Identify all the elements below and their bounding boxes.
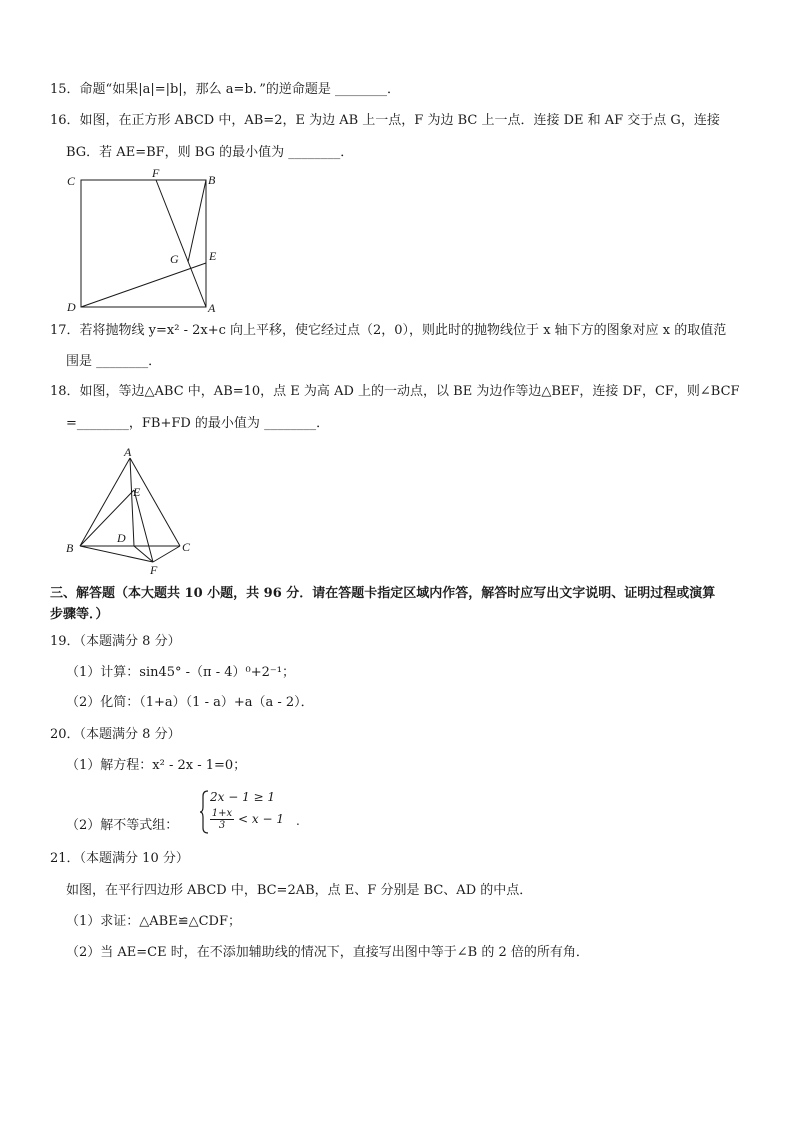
height-ad: [130, 458, 134, 546]
q19-head-text: 19．（本题满分 8 分）: [50, 634, 181, 649]
segment-af: [156, 180, 206, 307]
question-15: [50, 81, 400, 99]
question-19-head: [50, 633, 181, 651]
q21-body-text: 如图，在平行四边形 ABCD 中，BC=2AB，点 E、F 分别是 BC、AD 的中点．: [66, 883, 533, 898]
question-21-part-2: [66, 944, 589, 962]
fraction-1-plus-x-over-3: [210, 808, 234, 831]
q16-text-line-1: 16．如图，在正方形 ABCD 中，AB=2，E 为边 AB 上一点，F 为边 BC 上一点．连接 DE 和 AF 交于点 G，连接: [50, 113, 720, 128]
q18-text-line-2: =________，FB+FD 的最小值为 ________．: [66, 416, 330, 431]
question-17-line-1: [50, 322, 726, 340]
label-b: B: [208, 173, 216, 187]
q15-text: 15．命题“如果|a|=|b|，那么 a=b．”的逆命题是 ________．: [50, 82, 401, 97]
inequality-row-2-rest: < x − 1: [238, 812, 284, 826]
q20-part-1-text: （1）解方程：x² - 2x - 1=0；: [66, 758, 247, 773]
question-20-head: [50, 726, 181, 744]
q20-head-text: 20．（本题满分 8 分）: [50, 727, 181, 742]
question-16-line-2: [66, 144, 353, 162]
segment-de: [81, 263, 206, 307]
label-b: B: [66, 541, 74, 555]
question-19-part-2: [66, 694, 314, 712]
section-3-text-line-2: 步骤等．）: [50, 607, 109, 622]
q19-part-2-text: （2）化简：（1+a）（1 - a）+a（a - 2）．: [66, 695, 314, 710]
q21-head-text: 21．（本题满分 10 分）: [50, 851, 189, 866]
section-3-heading-line-2: [50, 606, 109, 624]
q17-text-line-1: 17．若将抛物线 y=x² - 2x+c 向上平移，使它经过点（2，0），则此时的抛物线位于 x 轴下方的图象对应 x 的取值范: [50, 323, 727, 338]
question-16-line-1: [50, 112, 720, 130]
inequality-row-1: 2x − 1 ≥ 1: [210, 790, 276, 804]
fraction-numerator: 1+x: [211, 808, 233, 819]
q16-text-line-2: BG．若 AE=BF，则 BG 的最小值为 ________．: [66, 145, 354, 160]
label-a: A: [208, 301, 216, 315]
triangle-figure: [60, 440, 210, 580]
question-19-part-1: [66, 664, 295, 682]
q17-text-line-2: 围是 ________．: [66, 354, 162, 369]
inequality-system: [200, 790, 320, 834]
q21-part-2-text: （2）当 AE=CE 时，在不添加辅助线的情况下，直接写出图中等于∠B 的 2 倍的所有角．: [66, 945, 589, 960]
label-d: D: [67, 300, 76, 314]
segment-ef: [134, 490, 153, 562]
label-e: E: [209, 249, 217, 263]
question-21-part-1: [66, 913, 241, 931]
question-18-line-2: [66, 415, 329, 433]
label-c: C: [182, 540, 191, 554]
label-g: G: [170, 252, 179, 266]
label-a: A: [124, 445, 132, 459]
q21-part-1-text: （1）求证：△ABE≌△CDF；: [66, 914, 241, 929]
question-21-head: [50, 850, 189, 868]
section-3-heading-line-1: [50, 585, 715, 603]
label-d: D: [117, 531, 126, 545]
label-f: F: [152, 168, 160, 180]
segment-cf: [153, 546, 180, 562]
segment-bf: [80, 546, 153, 562]
square-abcd: [81, 180, 206, 307]
label-f: F: [150, 563, 158, 577]
section-3-text-line-1: 三、解答题（本大题共 10 小题，共 96 分．请在答题卡指定区域内作答，解答时应写出文字说明、证明过程或演算: [50, 586, 716, 601]
q19-part-1-text: （1）计算：sin45° -（π - 4）⁰+2⁻¹；: [66, 665, 295, 680]
question-21-body: [66, 882, 532, 900]
question-20-part-2-label: [66, 817, 178, 835]
square-figure: [60, 168, 230, 316]
label-e: E: [133, 485, 141, 499]
question-17-line-2: [66, 353, 161, 371]
question-20-part-1: [66, 757, 246, 775]
q20-part-2-label-text: （2）解不等式组：: [66, 818, 179, 833]
brace-icon: [200, 790, 210, 834]
segment-bg: [188, 180, 206, 262]
question-18-line-1: [50, 383, 740, 401]
inequality-end-period: .: [296, 814, 300, 828]
q18-text-line-1: 18．如图，等边△ABC 中，AB=10，点 E 为高 AD 上的一动点，以 BE 为边作等边△BEF，连接 DF，CF，则∠BCF: [50, 384, 740, 399]
fraction-denominator: 3: [218, 820, 226, 831]
label-c: C: [67, 174, 76, 188]
